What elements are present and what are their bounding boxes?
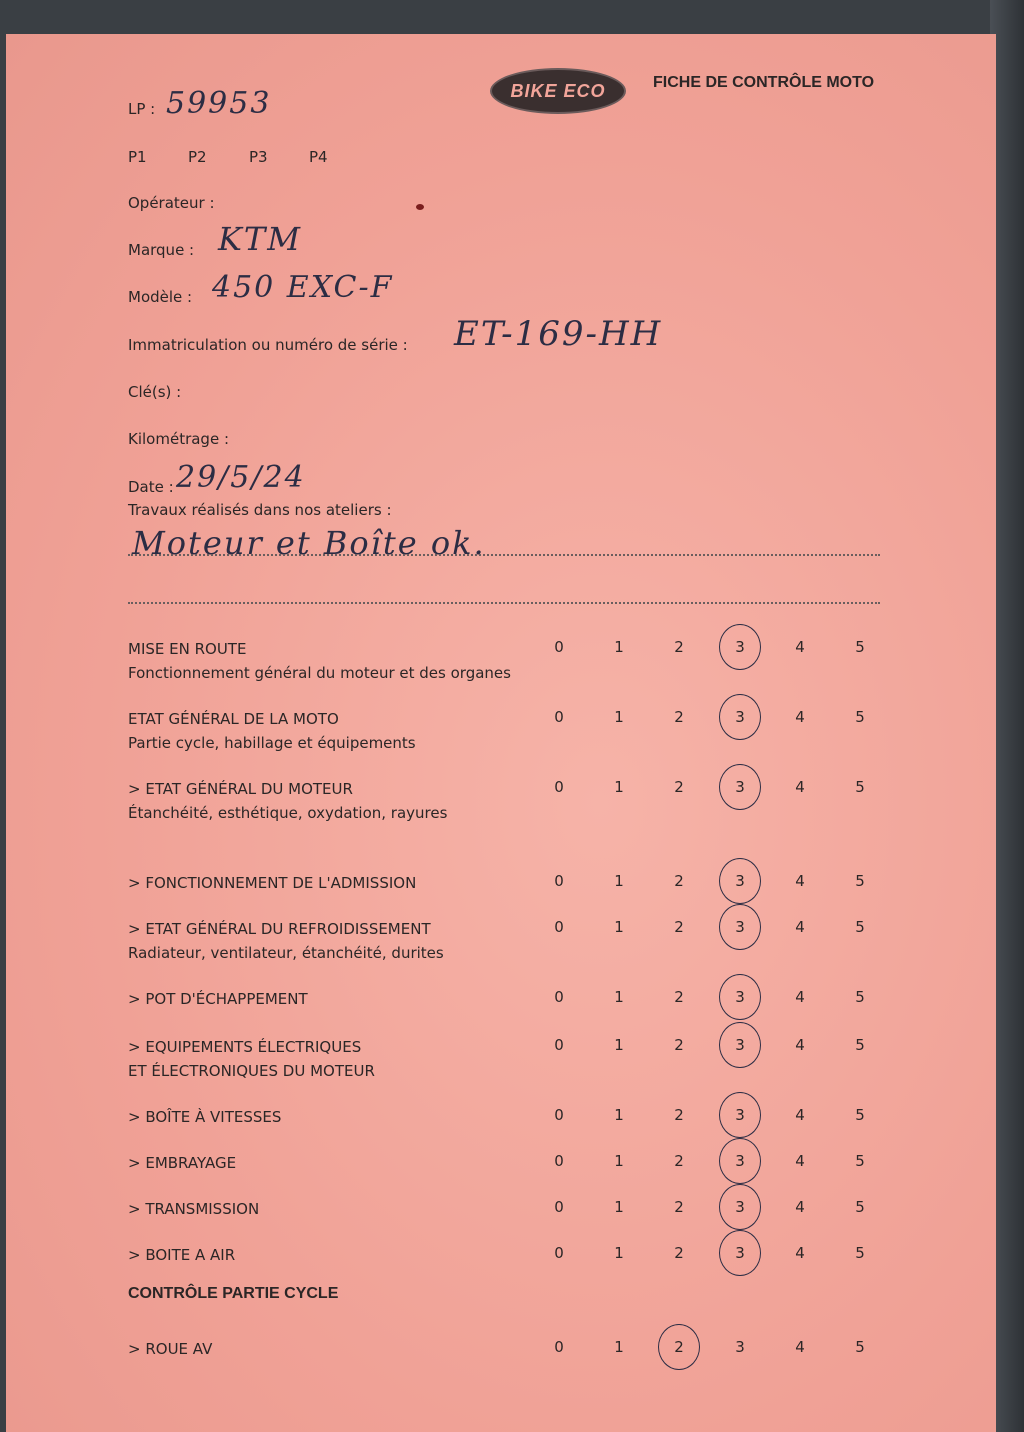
score-option[interactable]: 2 — [674, 1244, 684, 1262]
score-option[interactable]: 4 — [795, 1244, 805, 1262]
score-option[interactable]: 5 — [855, 1106, 865, 1124]
score-option[interactable]: 4 — [795, 708, 805, 726]
score-option[interactable]: 2 — [674, 1198, 684, 1216]
selected-score-circle — [719, 694, 761, 740]
p2-label: P2 — [188, 148, 207, 166]
score-option[interactable]: 4 — [795, 1036, 805, 1054]
check-row-title: > POT D'ÉCHAPPEMENT — [128, 990, 308, 1008]
score-option[interactable]: 3 — [735, 872, 745, 890]
control-sheet — [6, 34, 996, 1432]
score-option[interactable]: 2 — [674, 1106, 684, 1124]
score-option[interactable]: 5 — [855, 708, 865, 726]
score-option[interactable]: 0 — [554, 1198, 564, 1216]
score-option[interactable]: 2 — [674, 638, 684, 656]
score-option[interactable]: 3 — [735, 1152, 745, 1170]
score-option[interactable]: 2 — [674, 1152, 684, 1170]
score-option[interactable]: 2 — [674, 778, 684, 796]
date-label: Date : — [128, 478, 174, 496]
selected-score-circle — [719, 1184, 761, 1230]
check-row-subtitle: Radiateur, ventilateur, étanchéité, durites — [128, 944, 444, 962]
score-option[interactable]: 0 — [554, 1152, 564, 1170]
score-option[interactable]: 0 — [554, 638, 564, 656]
dotted-line-2 — [128, 602, 880, 604]
score-option[interactable]: 5 — [855, 638, 865, 656]
score-option[interactable]: 0 — [554, 1036, 564, 1054]
score-option[interactable]: 3 — [735, 1198, 745, 1216]
travaux-value: Moteur et Boîte ok. — [132, 524, 486, 562]
lp-value: 59953 — [166, 86, 272, 121]
score-option[interactable]: 1 — [614, 638, 624, 656]
check-row-subtitle: Partie cycle, habillage et équipements — [128, 734, 416, 752]
selected-score-circle — [719, 904, 761, 950]
check-row-title: > EMBRAYAGE — [128, 1154, 237, 1172]
score-option[interactable]: 3 — [735, 1036, 745, 1054]
partie-cycle-heading: CONTRÔLE PARTIE CYCLE — [128, 1285, 339, 1302]
cles-label: Clé(s) : — [128, 383, 182, 401]
score-option[interactable]: 5 — [855, 988, 865, 1006]
score-option[interactable]: 2 — [674, 708, 684, 726]
logo-text: BIKE ECO — [510, 80, 606, 101]
score-option[interactable]: 3 — [735, 708, 745, 726]
score-option[interactable]: 4 — [795, 988, 805, 1006]
score-option[interactable]: 4 — [795, 778, 805, 796]
score-option[interactable]: 1 — [614, 1198, 624, 1216]
immat-label: Immatriculation ou numéro de série : — [128, 336, 408, 354]
score-option[interactable]: 2 — [674, 1036, 684, 1054]
lp-label: LP : — [128, 100, 156, 118]
ink-spot — [416, 204, 424, 210]
check-row-title: > EQUIPEMENTS ÉLECTRIQUES — [128, 1038, 362, 1056]
check-row-subtitle: Étanchéité, esthétique, oxydation, rayures — [128, 804, 448, 822]
score-option[interactable]: 1 — [614, 918, 624, 936]
selected-score-circle — [719, 858, 761, 904]
check-row-title: > ETAT GÉNÉRAL DU REFROIDISSEMENT — [128, 920, 431, 938]
score-option[interactable]: 3 — [735, 1106, 745, 1124]
score-option[interactable]: 0 — [554, 778, 564, 796]
score-option[interactable]: 0 — [554, 988, 564, 1006]
selected-score-circle — [719, 1022, 761, 1068]
score-option[interactable]: 4 — [795, 1198, 805, 1216]
check-row-title: > TRANSMISSION — [128, 1200, 260, 1218]
check-row-title: > ROUE AV — [128, 1340, 213, 1358]
score-option[interactable]: 5 — [855, 918, 865, 936]
score-option[interactable]: 3 — [735, 638, 745, 656]
modele-value: 450 EXC-F — [212, 270, 394, 305]
score-option[interactable]: 0 — [554, 1244, 564, 1262]
check-row-subtitle: ET ÉLECTRONIQUES DU MOTEUR — [128, 1062, 375, 1080]
marque-value: KTM — [218, 220, 303, 258]
selected-score-circle — [719, 1092, 761, 1138]
p4-label: P4 — [309, 148, 328, 166]
score-option[interactable]: 1 — [614, 1338, 624, 1356]
score-option[interactable]: 0 — [554, 708, 564, 726]
score-option[interactable]: 5 — [855, 1244, 865, 1262]
selected-score-circle — [719, 624, 761, 670]
selected-score-circle — [719, 764, 761, 810]
score-option[interactable]: 0 — [554, 872, 564, 890]
selected-score-circle — [719, 974, 761, 1020]
score-option[interactable]: 4 — [795, 872, 805, 890]
score-option[interactable]: 1 — [614, 708, 624, 726]
operateur-label: Opérateur : — [128, 194, 215, 212]
score-option[interactable]: 2 — [674, 872, 684, 890]
document-title: FICHE DE CONTRÔLE MOTO — [653, 74, 875, 91]
check-row-title: > FONCTIONNEMENT DE L'ADMISSION — [128, 874, 417, 892]
score-option[interactable]: 2 — [674, 918, 684, 936]
score-option[interactable]: 5 — [855, 1198, 865, 1216]
score-option[interactable]: 0 — [554, 1338, 564, 1356]
score-option[interactable]: 5 — [855, 1152, 865, 1170]
score-option[interactable]: 3 — [735, 1244, 745, 1262]
p3-label: P3 — [249, 148, 268, 166]
score-option[interactable]: 4 — [795, 638, 805, 656]
check-row-title: > BOITE A AIR — [128, 1246, 236, 1264]
score-option[interactable]: 3 — [735, 778, 745, 796]
score-option[interactable]: 1 — [614, 872, 624, 890]
score-option[interactable]: 1 — [614, 1152, 624, 1170]
score-option[interactable]: 5 — [855, 1338, 865, 1356]
score-option[interactable]: 3 — [735, 988, 745, 1006]
score-option[interactable]: 1 — [614, 1244, 624, 1262]
brand-logo — [490, 68, 626, 114]
score-option[interactable]: 0 — [554, 918, 564, 936]
score-option[interactable]: 1 — [614, 1106, 624, 1124]
check-row-title: > ETAT GÉNÉRAL DU MOTEUR — [128, 780, 353, 798]
check-row-title: ETAT GÉNÉRAL DE LA MOTO — [128, 710, 339, 728]
travaux-label: Travaux réalisés dans nos ateliers : — [128, 501, 392, 519]
score-option[interactable]: 2 — [674, 1338, 684, 1356]
marque-label: Marque : — [128, 241, 195, 259]
dotted-line-1 — [128, 554, 880, 556]
score-option[interactable]: 4 — [795, 1152, 805, 1170]
score-option[interactable]: 4 — [795, 1338, 805, 1356]
score-option[interactable]: 5 — [855, 778, 865, 796]
modele-label: Modèle : — [128, 288, 193, 306]
score-option[interactable]: 1 — [614, 778, 624, 796]
check-row-title: > BOÎTE À VITESSES — [128, 1108, 282, 1126]
score-option[interactable]: 3 — [735, 918, 745, 936]
score-option[interactable]: 2 — [674, 988, 684, 1006]
score-option[interactable]: 4 — [795, 1106, 805, 1124]
score-option[interactable]: 0 — [554, 1106, 564, 1124]
selected-score-circle — [658, 1324, 700, 1370]
score-option[interactable]: 4 — [795, 918, 805, 936]
score-option[interactable]: 3 — [735, 1338, 745, 1356]
immat-value: ET-169-HH — [454, 314, 663, 354]
date-value: 29/5/24 — [176, 460, 306, 495]
selected-score-circle — [719, 1230, 761, 1276]
score-option[interactable]: 5 — [855, 1036, 865, 1054]
selected-score-circle — [719, 1138, 761, 1184]
check-row-subtitle: Fonctionnement général du moteur et des organes — [128, 664, 511, 682]
score-option[interactable]: 5 — [855, 872, 865, 890]
kilometrage-label: Kilométrage : — [128, 430, 230, 448]
check-row-title: MISE EN ROUTE — [128, 640, 247, 658]
score-option[interactable]: 1 — [614, 1036, 624, 1054]
p1-label: P1 — [128, 148, 147, 166]
score-option[interactable]: 1 — [614, 988, 624, 1006]
